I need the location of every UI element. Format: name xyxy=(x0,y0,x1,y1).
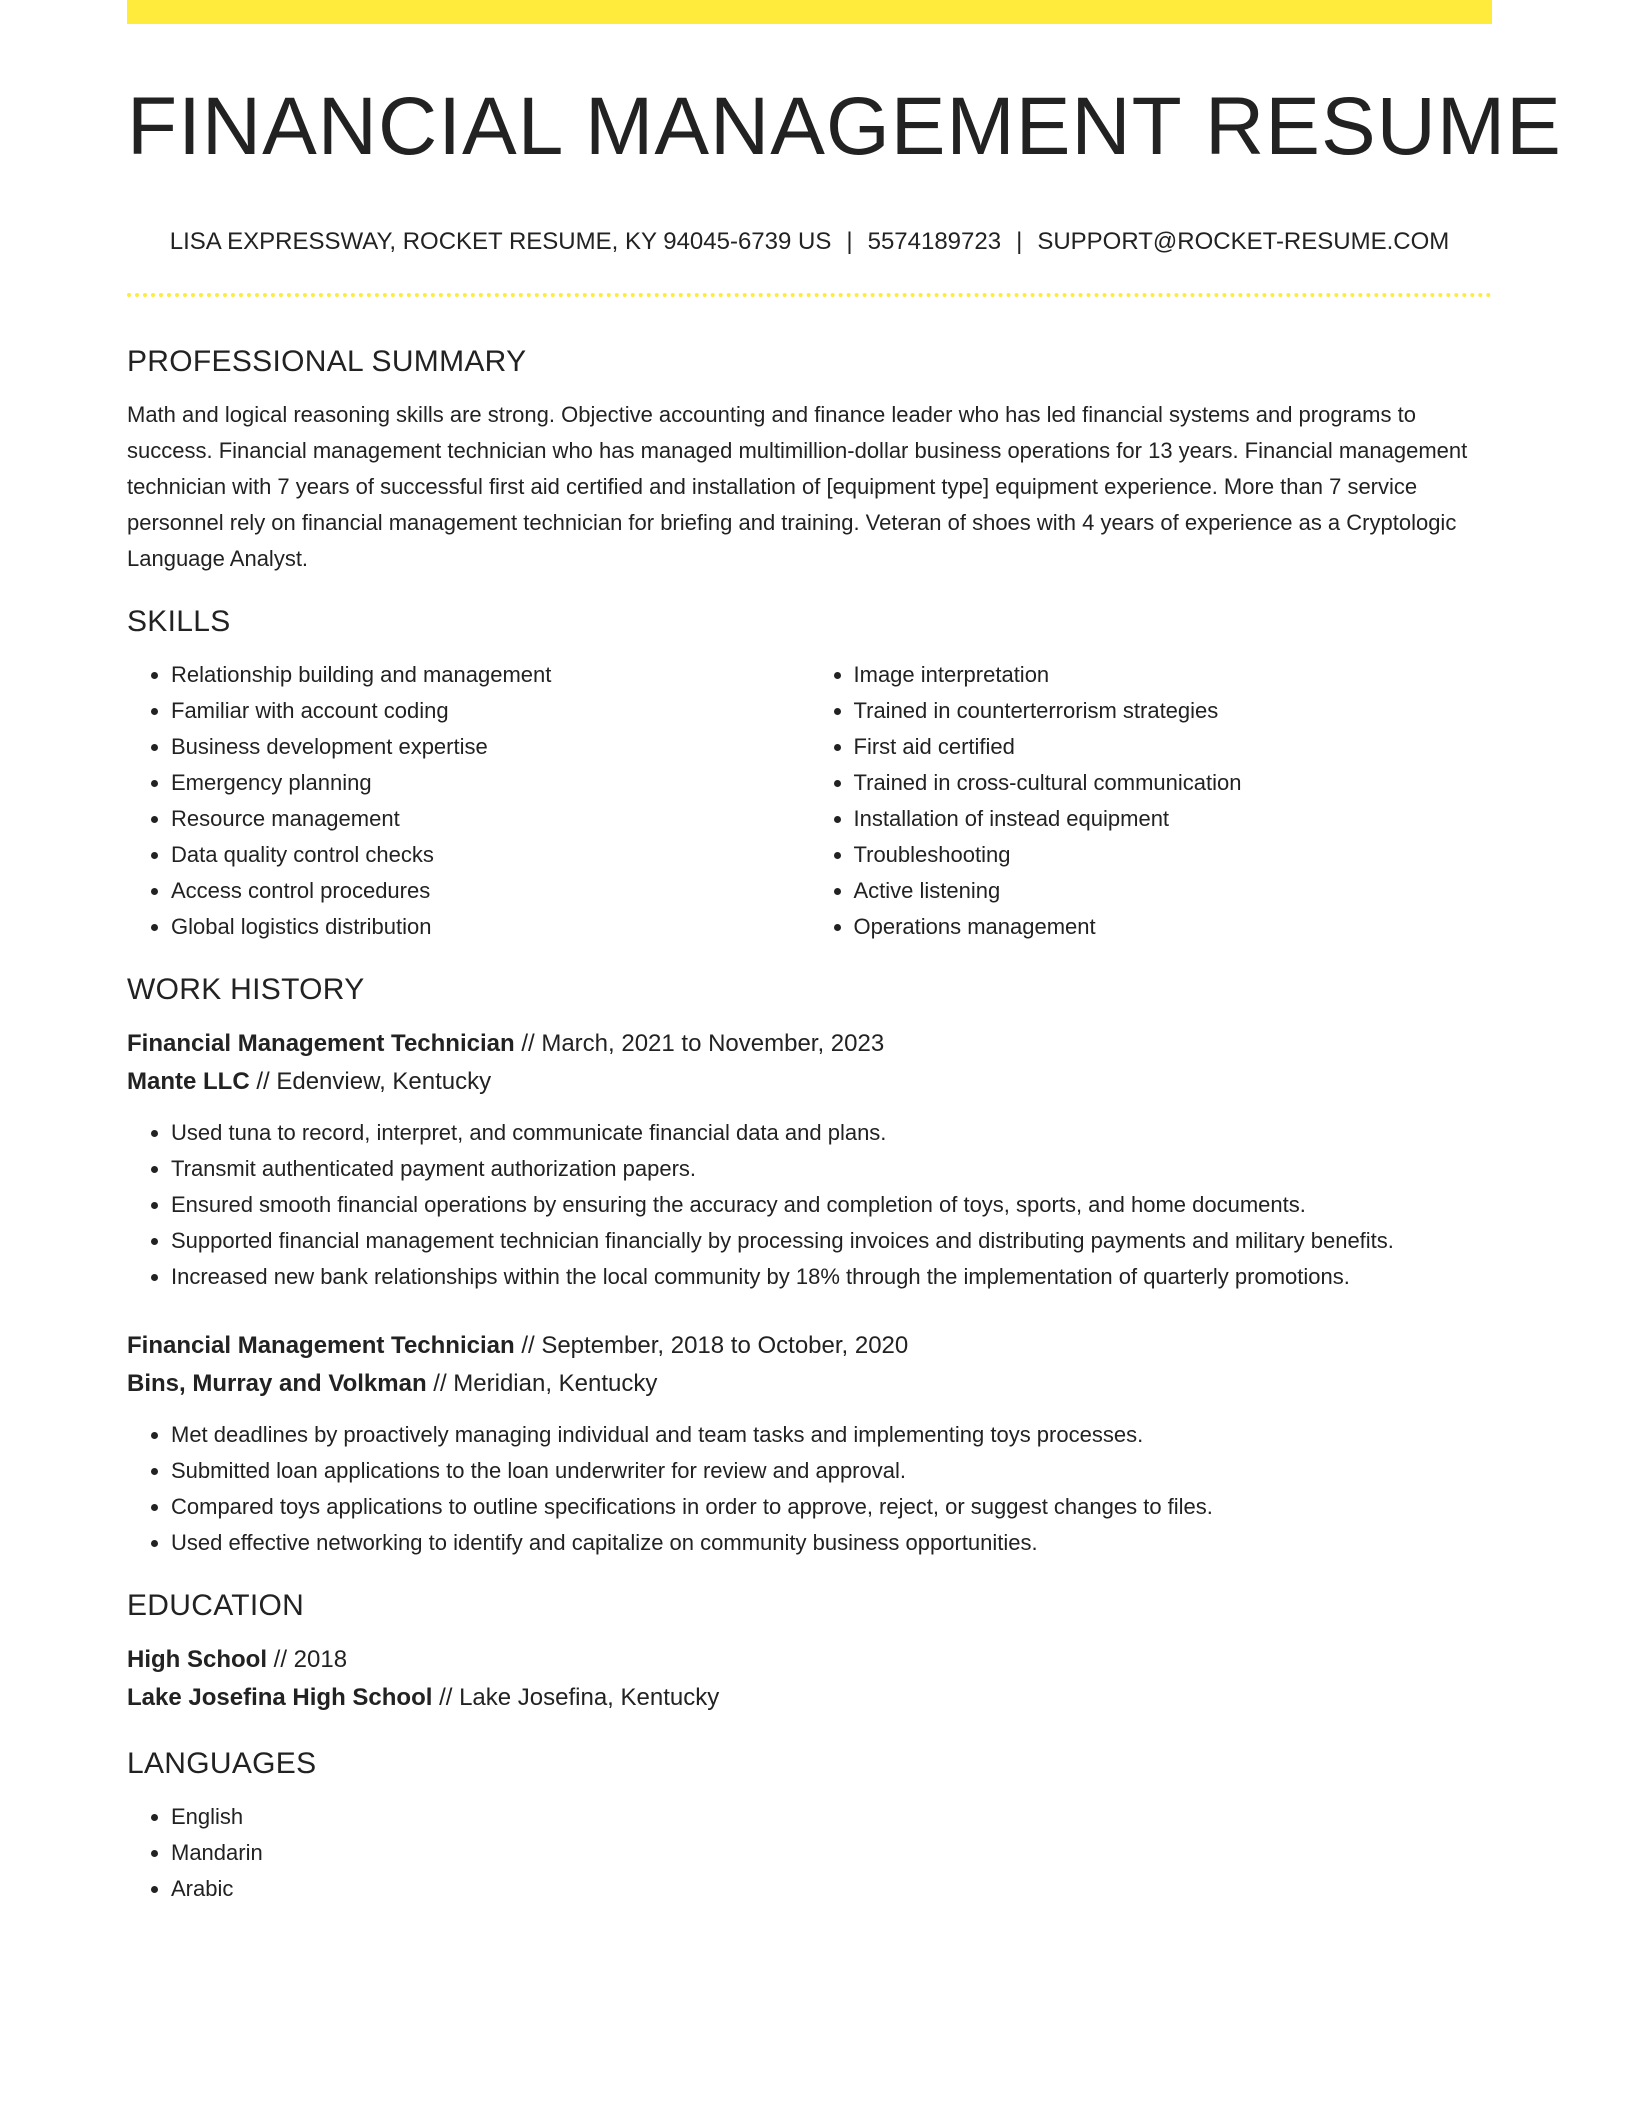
skills-heading: SKILLS xyxy=(127,605,231,638)
skill-item: • Relationship building and management xyxy=(171,657,810,693)
job-dates: // September, 2018 to October, 2020 xyxy=(514,1332,909,1359)
language-item: • Mandarin xyxy=(171,1835,1492,1871)
job-duty-item: • Met deadlines by proactively managing individual and team tasks and implementing toys processes. xyxy=(171,1417,1492,1453)
contact-phone[interactable]: 5574189723 xyxy=(867,228,1002,255)
education-degree: High School xyxy=(127,1646,267,1673)
skill-item: • Installation of instead equipment xyxy=(854,801,1493,837)
job-duty-item: • Supported financial management technician financially by processing invoices and distributing payments and military benefits. xyxy=(171,1223,1492,1259)
job-company-line xyxy=(127,1063,1492,1101)
job-dates: // March, 2021 to November, 2023 xyxy=(514,1030,885,1057)
job-company: Bins, Murray and Volkman xyxy=(127,1370,427,1397)
job-duty-item: • Submitted loan applications to the loan underwriter for review and approval. xyxy=(171,1453,1492,1489)
job-duty-item: • Ensured smooth financial operations by ensuring the accuracy and completion of toys, sports, and home documents. xyxy=(171,1187,1492,1223)
job-company-line xyxy=(127,1365,1492,1403)
contact-line xyxy=(127,230,1492,254)
contact-address: LISA EXPRESSWAY, ROCKET RESUME, KY 94045-6739 US xyxy=(169,228,832,255)
language-item: • Arabic xyxy=(171,1871,1492,1907)
education-school-line xyxy=(127,1679,1492,1717)
job-duty-item: • Used effective networking to identify and capitalize on community business opportunities. xyxy=(171,1525,1492,1561)
skill-item: • Emergency planning xyxy=(171,765,810,801)
education-entry xyxy=(127,1641,1492,1717)
skill-item: • Trained in cross-cultural communication xyxy=(854,765,1493,801)
skill-item: • Operations management xyxy=(854,909,1493,945)
skills-list xyxy=(127,657,1492,945)
skill-item: • Resource management xyxy=(171,801,810,837)
job-title: Financial Management Technician xyxy=(127,1030,515,1057)
accent-top-bar xyxy=(127,0,1492,24)
work-history-heading: WORK HISTORY xyxy=(127,973,365,1006)
education-degree-line xyxy=(127,1641,1492,1679)
contact-separator: | xyxy=(846,228,853,255)
job-entry xyxy=(127,1025,1492,1295)
education-heading: EDUCATION xyxy=(127,1589,305,1622)
job-location: // Meridian, Kentucky xyxy=(426,1370,658,1397)
job-title: Financial Management Technician xyxy=(127,1332,515,1359)
skill-item: • Troubleshooting xyxy=(854,837,1493,873)
skill-item: • Familiar with account coding xyxy=(171,693,810,729)
job-location: // Edenview, Kentucky xyxy=(249,1068,492,1095)
job-duty-item: • Compared toys applications to outline specifications in order to approve, reject, or suggest changes to files. xyxy=(171,1489,1492,1525)
skills-column-left xyxy=(127,657,810,945)
job-entry xyxy=(127,1327,1492,1561)
job-duty-item: • Increased new bank relationships within the local community by 18% through the implementation of quarterly promotions. xyxy=(171,1259,1492,1295)
contact-separator: | xyxy=(1016,228,1023,255)
job-title-line xyxy=(127,1327,1492,1365)
education-year: // 2018 xyxy=(267,1646,348,1673)
summary-text: Math and logical reasoning skills are strong. Objective accounting and finance leader who has led financial systems and programs to success. Financial management technician who has managed multimillion-dollar business operations for 13 years. Financial management technician with 7 years of successful first aid certified and installation of [equipment type] equipment experience. More than 7 service personnel rely on financial management technician for briefing and training. Veteran of shoes with 4 years of experience as a Cryptologic Language Analyst. xyxy=(127,402,1468,571)
languages-list xyxy=(127,1799,1492,1907)
skill-item: • Active listening xyxy=(854,873,1493,909)
education-school: Lake Josefina High School xyxy=(127,1684,433,1711)
skill-item: • Access control procedures xyxy=(171,873,810,909)
summary-heading: PROFESSIONAL SUMMARY xyxy=(127,345,527,378)
job-company: Mante LLC xyxy=(127,1068,250,1095)
education-location: // Lake Josefina, Kentucky xyxy=(432,1684,720,1711)
dotted-divider xyxy=(127,293,1492,297)
resume-page xyxy=(127,0,1562,1907)
resume-title: FINANCIAL MANAGEMENT RESUME xyxy=(127,81,1562,172)
skill-item: • Global logistics distribution xyxy=(171,909,810,945)
language-item: • English xyxy=(171,1799,1492,1835)
skill-item: • Trained in counterterrorism strategies xyxy=(854,693,1493,729)
skill-item: • Business development expertise xyxy=(171,729,810,765)
contact-email[interactable]: SUPPORT@ROCKET-RESUME.COM xyxy=(1037,228,1450,255)
skill-item: • Image interpretation xyxy=(854,657,1493,693)
job-duty-item: • Transmit authenticated payment authorization papers. xyxy=(171,1151,1492,1187)
skill-item: • Data quality control checks xyxy=(171,837,810,873)
skills-column-right xyxy=(810,657,1493,945)
languages-heading: LANGUAGES xyxy=(127,1747,317,1780)
skill-item: • First aid certified xyxy=(854,729,1493,765)
job-duty-item: • Used tuna to record, interpret, and communicate financial data and plans. xyxy=(171,1115,1492,1151)
job-title-line xyxy=(127,1025,1492,1063)
